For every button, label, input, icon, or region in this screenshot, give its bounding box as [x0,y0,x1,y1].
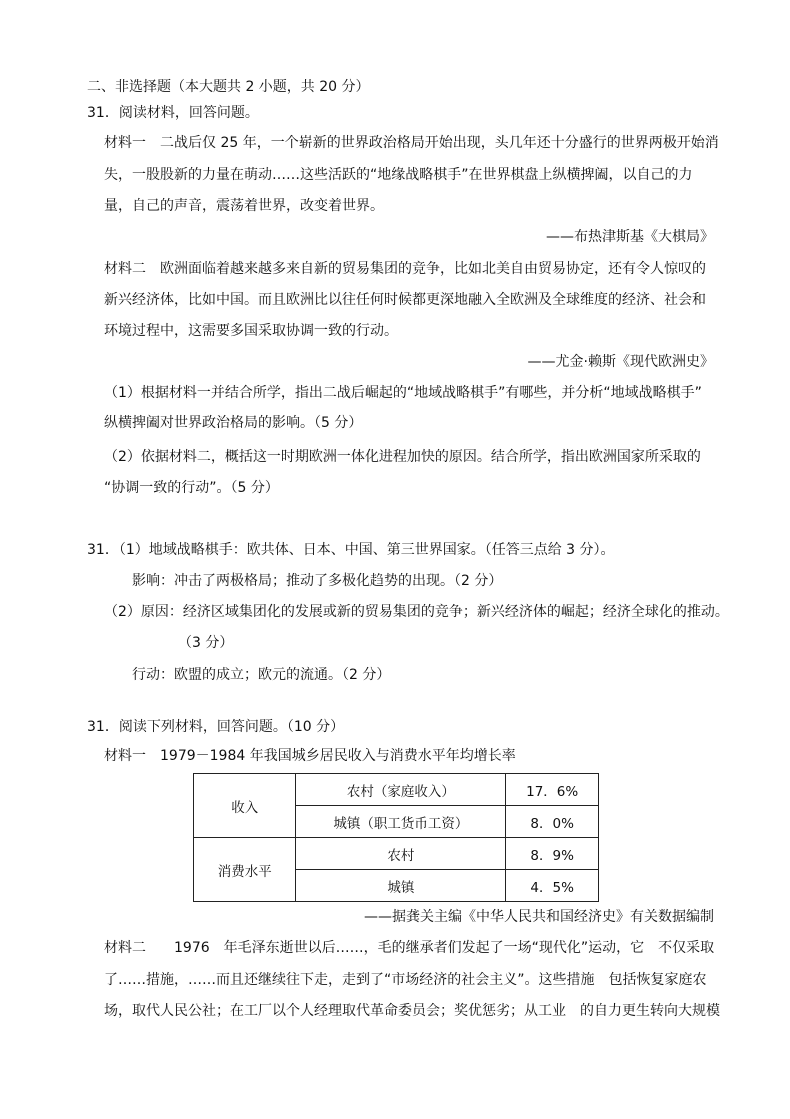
section-heading: 二、非选择题（本大题共 2 小题，共 20 分） [87,79,370,95]
table-cell-item: 城镇（职工货币工资） [296,806,506,838]
q1-material1-line: 失，一股股新的力量在萌动……这些活跃的“地缘战略棋手”在世界棋盘上纵横捭阖，以自己的力 [104,167,693,183]
q1-material2-line: 新兴经济体，比如中国。而且欧洲比以往任何时候都更深地融入全欧洲及全球维度的经济、社会和 [104,292,706,308]
growth-rate-table [193,773,599,902]
q1-material1-line: 材料一 二战后仅 25 年，一个崭新的世界政治格局开始出现，头几年还十分盛行的世界两极开始消 [104,135,719,151]
q1-material1-line: 量，自己的声音，震荡着世界，改变着世界。 [104,198,384,214]
q1-material1-source: ——布热津斯基《大棋局》 [546,229,714,245]
q1-sub1-line: （1）根据材料一并结合所学，指出二战后崛起的“地域战略棋手”有哪些，并分析“地域战略棋手” [104,385,702,401]
q1-sub2-line: （2）依据材料二，概括这一时期欧洲一体化进程加快的原因。结合所学，指出欧洲国家所采取的 [104,449,701,465]
answer-2-action: 行动：欧盟的成立；欧元的流通。（2 分） [132,667,391,683]
q1-material2-line: 材料二 欧洲面临着越来越多来自新的贸易集团的竞争，比如北美自由贸易协定，还有令人惊叹的 [104,261,706,277]
q2-material2-line: 了……措施，……而且还继续往下走，走到了“市场经济的社会主义”。这些措施 包括恢复家庭农 [104,972,707,988]
table-cell-value: 4．5% [506,870,599,902]
table-row [194,838,599,870]
answer-2-line: （2）原因：经济区域集团化的发展或新的贸易集团的竞争；新兴经济体的崛起；经济全球化的推动。 [104,604,729,620]
q1-material2-source: ——尤金·赖斯《现代欧洲史》 [527,354,714,370]
answer-1-line: 31．（1）地域战略棋手：欧共体、日本、中国、第三世界国家。（任答三点给 3 分）。 [87,542,615,558]
table-cell-income-label: 收入 [194,774,296,838]
table-cell-item: 农村 [296,838,506,870]
q2-title: 31．阅读下列材料，回答问题。（10 分） [87,719,345,735]
table-cell-value: 8．0% [506,806,599,838]
q1-sub2-line: “协调一致的行动”。（5 分） [104,480,279,496]
q1-sub1-line: 纵横捭阖对世界政治格局的影响。（5 分） [104,415,363,431]
q2-material1-caption: 材料一 1979－1984 年我国城乡居民收入与消费水平年均增长率 [104,748,516,764]
table-cell-value: 17．6% [506,774,599,806]
answer-1-impact: 影响：冲击了两极格局；推动了多极化趋势的出现。（2 分） [132,573,503,589]
table-row [194,774,599,806]
q2-table-source: ——据龚关主编《中华人民共和国经济史》有关数据编制 [364,909,714,925]
q1-material2-line: 环境过程中，这需要多国采取协调一致的行动。 [104,323,398,339]
table-cell-item: 农村（家庭收入） [296,774,506,806]
answer-2-score: （3 分） [178,635,234,651]
q1-title: 31．阅读材料，回答问题。 [87,105,259,121]
table-cell-value: 8．9% [506,838,599,870]
q2-material2-line: 材料二 1976 年毛泽东逝世以后……，毛的继承者们发起了一场“现代化”运动，它 不仅采取 [104,940,715,956]
q2-material2-line: 场，取代人民公社；在工厂以个人经理取代革命委员会；奖优惩劣；从工业 的自力更生转向大规模 [104,1003,720,1019]
table-cell-consumption-label: 消费水平 [194,838,296,902]
table-cell-item: 城镇 [296,870,506,902]
